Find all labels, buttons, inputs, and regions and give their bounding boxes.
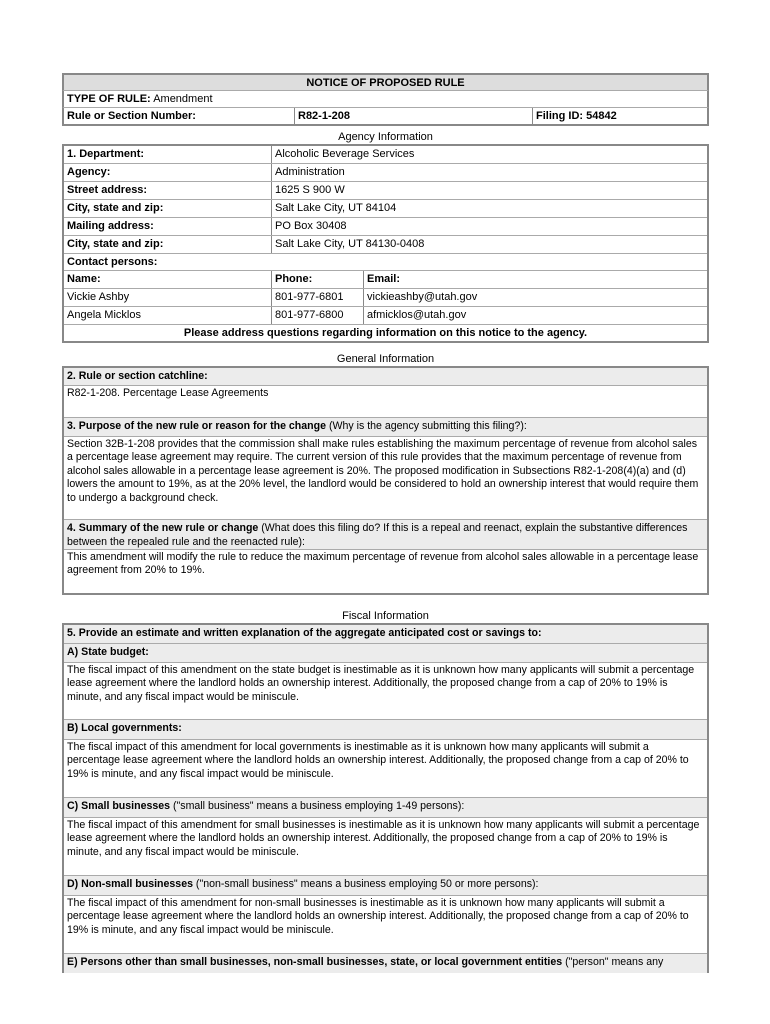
- type-of-rule-label: TYPE OF RULE:: [67, 93, 151, 105]
- q4-answer: This amendment will modify the rule to reduce the maximum percentage of revenue from alcohol sales allowable in a percentage lease agreement from 20% to 19%.: [67, 551, 699, 577]
- general-table: [62, 366, 709, 595]
- q3-label: 3. Purpose of the new rule or reason for the change: [67, 420, 327, 432]
- small-businesses-heading: [64, 798, 707, 818]
- rule-number-row: [62, 108, 709, 126]
- filing-id: Filing ID: 54842: [532, 108, 707, 124]
- contact-header-row: [64, 271, 707, 289]
- q2-label: 2. Rule or section catchline:: [64, 368, 707, 386]
- agency-row: [64, 236, 707, 254]
- agency-row: [64, 200, 707, 218]
- other-persons-heading: [64, 954, 707, 973]
- small-businesses-answer: The fiscal impact of this amendment for small businesses is inestimable as it is unknown how many applicants will submit a percentage lease agreement where the landlord holds an ownership interest. Additionally, the proposed change from a cap of 20% to 19% is minute, and any fiscal impact would be miniscule.: [64, 818, 707, 876]
- small-businesses-hint: ("small business" means a business employing 1-49 persons):: [170, 800, 465, 812]
- agency-section-title: Agency Information: [338, 131, 433, 143]
- mailing-address-value: PO Box 30408: [271, 218, 707, 235]
- contact-name: Angela Micklos: [67, 309, 141, 321]
- non-small-businesses-answer: The fiscal impact of this amendment for non-small businesses is inestimable as it is unknown how many applicants will submit a percentage lease agreement where the landlord holds an ownership interest. Additionally, the proposed change from a cap of 20% to 19% is minute, and any fiscal impact would be miniscule.: [64, 896, 707, 954]
- street-address-label: Street address:: [67, 184, 148, 196]
- department-label: 1. Department:: [67, 148, 145, 160]
- q5-label: 5. Provide an estimate and written explanation of the aggregate anticipated cost or savings to:: [64, 625, 707, 644]
- agency-label: Agency:: [67, 166, 111, 178]
- q3-hint: (Why is the agency submitting this filing?):: [326, 420, 527, 432]
- agency-row: [64, 146, 707, 164]
- contact-phone: 801-977-6801: [271, 289, 363, 306]
- contact-phone-header: Phone:: [271, 271, 363, 288]
- agency-row: [64, 164, 707, 182]
- type-of-rule-row: [62, 91, 709, 108]
- q4-label: 4. Summary of the new rule or change: [67, 522, 259, 534]
- mailing-address-label: Mailing address:: [67, 220, 154, 232]
- city-state-zip-value: Salt Lake City, UT 84104: [271, 200, 707, 217]
- q3-heading: [64, 418, 707, 437]
- mailing-city-value: Salt Lake City, UT 84130-0408: [271, 236, 707, 253]
- agency-table: [62, 144, 709, 343]
- contact-row: [64, 307, 707, 325]
- agency-value: Administration: [271, 164, 707, 181]
- street-address-value: 1625 S 900 W: [271, 182, 707, 199]
- q4-hint: (What does this filing do? If this is a repeal and reenact, explain the substantive differences between the repealed rule and the reenacted rule):: [67, 522, 688, 548]
- type-of-rule-value: Amendment: [153, 93, 213, 105]
- non-small-businesses-hint: ("non-small business" means a business employing 50 or more persons):: [192, 878, 539, 890]
- state-budget-label: A) State budget:: [64, 644, 707, 663]
- rule-number-label: Rule or Section Number:: [67, 110, 196, 122]
- agency-row: [64, 218, 707, 236]
- small-businesses-label: C) Small businesses: [67, 800, 171, 812]
- other-persons-label: E) Persons other than small businesses, non-small businesses, state, or local government entities: [67, 956, 563, 968]
- local-governments-label: B) Local governments:: [64, 720, 707, 740]
- notice-title: NOTICE OF PROPOSED RULE: [62, 73, 709, 91]
- contact-email: afmicklos@utah.gov: [363, 307, 707, 324]
- non-small-businesses-label: D) Non-small businesses: [67, 878, 193, 890]
- mailing-city-label: City, state and zip:: [67, 238, 164, 250]
- non-small-businesses-heading: [64, 876, 707, 896]
- local-governments-answer: The fiscal impact of this amendment for local governments is inestimable as it is unknown how many applicants will submit a percentage lease agreement where the landlord holds an ownership interest. Additionally, the proposed change from a cap of 20% to 19% is minute, and any fiscal impact would be miniscule.: [64, 740, 707, 798]
- q3-answer: Section 32B-1-208 provides that the commission shall make rules establishing the maximum percentage of revenue from alcohol sales a percentage lease agreement may require. The current version of this rule provides that the maximum percentage of revenue from alcohol sales allowable in a percentage lease agreement is 20%. The proposed modification in Subsections R82-1-208(4)(a) and (d) lowers the amount to 19%, as at the 20% level, the landlord would be considered to hold an ownership interest that would require them to undergo a background check.: [64, 437, 707, 520]
- q4-heading: [64, 520, 707, 550]
- contact-persons-label: Contact persons:: [64, 254, 707, 271]
- contact-email-header: Email:: [363, 271, 707, 288]
- contact-row: [64, 289, 707, 307]
- contact-phone: 801-977-6800: [271, 307, 363, 324]
- city-state-zip-label: City, state and zip:: [67, 202, 164, 214]
- rule-number-value: R82-1-208: [294, 108, 532, 124]
- fiscal-section-title: Fiscal Information: [342, 610, 429, 622]
- department-value: Alcoholic Beverage Services: [271, 146, 707, 163]
- other-persons-hint: ("person" means any: [562, 956, 664, 968]
- general-section-title: General Information: [336, 353, 435, 365]
- agency-contact-note: Please address questions regarding information on this notice to the agency.: [62, 325, 709, 343]
- fiscal-table: [62, 623, 709, 973]
- notice-form: [62, 73, 709, 973]
- contact-email: vickieashby@utah.gov: [363, 289, 707, 306]
- q2-answer: R82-1-208. Percentage Lease Agreements: [64, 386, 707, 418]
- state-budget-answer: The fiscal impact of this amendment on the state budget is inestimable as it is unknown how many applicants will submit a percentage lease agreement where the landlord holds an ownership interest. Additionally, the proposed change from a cap of 20% to 19% is minute, and any fiscal impact would be miniscule.: [64, 663, 707, 720]
- contact-name: Vickie Ashby: [67, 291, 130, 303]
- agency-row: [64, 182, 707, 200]
- contact-name-header: Name:: [67, 273, 101, 285]
